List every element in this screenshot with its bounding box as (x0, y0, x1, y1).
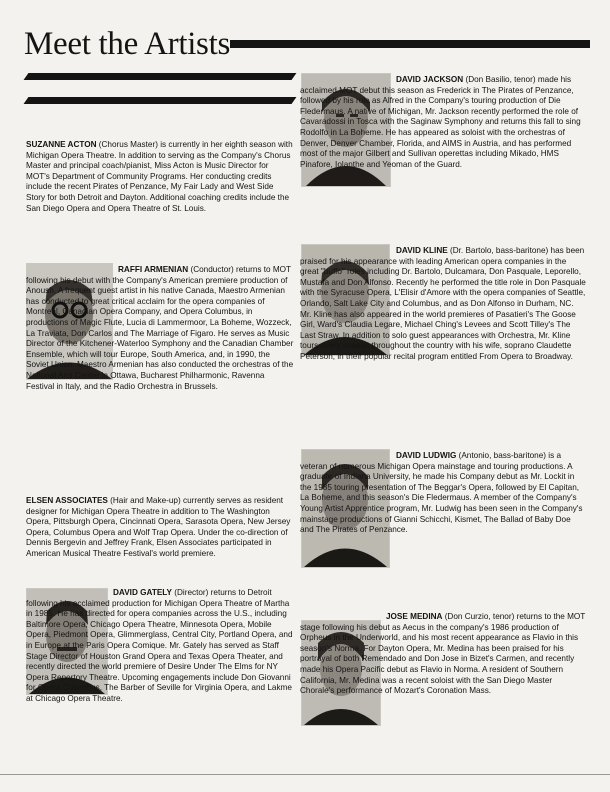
bio-name: DAVID LUDWIG (396, 451, 457, 460)
bio-david-jackson (300, 75, 586, 170)
decorative-stripe-bottom (24, 97, 297, 104)
bio-text: (Chorus Master) is currently in her eighth season with Michigan Opera Theatre. In addition to serving as the Company's Chorus Master and principal coach/pianist, Miss Acton is Music Director for MOT's Department of Community Programs. Her conducting credits include the recent Pirates of Penzance, My Fair Lady and West Side Story for both Detroit and Dayton. Additional coaching credits include the San Diego Opera and Opera Theatre of St. Louis. (26, 140, 293, 213)
bio-name: JOSE MEDINA (386, 612, 443, 621)
bio-text: (Hair and Make-up) currently serves as resident designer for Michigan Opera Theatre in addition to The Washington Opera, Pittsburgh Opera, Cincinnati Opera, Sarasota Opera, New Jersey Opera, Columbus Opera and Wolf Trap Opera. Under the co-direction of Dennis Bergevin and Jeffrey Frank, Elsen Associates participated in American Musical Theatre Festival's world premiere. (26, 496, 291, 558)
bio-elsen-associates (26, 496, 294, 560)
bio-david-gately (26, 588, 294, 705)
decorative-stripe-top (24, 73, 297, 80)
bio-name: DAVID JACKSON (396, 75, 464, 84)
bio-name: RAFFI ARMENIAN (118, 265, 189, 274)
bio-text: (Don Basilio, tenor) made his acclaimed MOT debut this season as Frederick in The Pirates of Penzance, followed by his role as Alfred in the Company's touring production of Die Fledermaus. A native of Michigan, Mr. Jackson recently performed the role of Cavaradossi in Tosca with the Saginaw Symphony and returns this fall to sing Rodolfo in La Boheme. He has appeared as soloist with the orchestras of Denver, Denver Chamber, Florida, and AIMS in Austria, and has performed most of the major Gilbert and Sullivan operettas including Mikado, HMS Pinafore, Iolanthe and Yeoman of the Guard. (300, 75, 581, 169)
bio-name: SUZANNE ACTON (26, 140, 97, 149)
page-title: Meet the Artists (24, 26, 231, 62)
bio-text: (Dr. Bartolo, bass-baritone) has been praised for his appearance with leading American opera companies in the great "buffo" roles including Dr. Bartolo, Dulcamara, Don Pasquale, Leporello, Mustafa and Don Alfonso. Recently he performed the title role in Don Pasquale with the Syracuse Opera, L'Elisir d'Amore with the opera companies of Seattle, Orlando, Salt Lake City and Columbus, and as Don Alfonso in Durham, NC. Mr. Kline has also appeared in the world premieres of Pasatieri's The Goose Girl, Ward's Claudia Legare, Michael Ching's Levees and Scott Tilley's The Last Straw. In addition to solo guest appearances with Orchestra, Mr. Kline tours every season throughout the country with his wife, soprano Claudette Peterson, in their popular recital program entitled From Opera to Broadway. (300, 246, 586, 361)
bio-jose-medina (300, 612, 586, 697)
bio-name: DAVID GATELY (113, 588, 172, 597)
bio-name: ELSEN ASSOCIATES (26, 496, 108, 505)
page-edge-rule (0, 774, 610, 775)
bio-text: (Director) returns to Detroit following his acclaimed production for Michigan Opera Theatre of Martha in 1985. He has directed for opera companies across the U.S., including Baltimore Opera, Chicago Opera Theatre, Minnesota Opera, Mobile Opera, Piedmont Opera, Glimmerglass, Central City, Portland Opera, and in Europe at the Paris Opera Comique. Mr. Gately has served as Staff Stage Director of Houston Grand Opera and Texas Opera Theater, and recently directed the world premiere of Desire Under The Elms for NY Opera Repertory Theatre. Upcoming engagements include Don Giovanni for Opera Columbus, The Barber of Seville for Virginia Opera, and Lakme at Chicago Opera Theatre. (26, 588, 293, 703)
bio-text: (Conductor) returns to MOT following his debut with the Company's American premiere production of Anoush. A frequent guest artist in his native Canada, Maestro Armenian has conducted to great critical acclaim for the opera companies of Montreal, Canadian Opera Company, and Opera Columbus, in productions of Magic Flute, Lucia di Lammermoor, La Boheme, Wozzeck, La Traviata, Don Carlos and The Marriage of Figaro. He serves as Music Director of the Kitchener-Waterloo Symphony and the Canadian Chamber Ensemble, which will tour Europe, South America, and, in 1990, the Soviet Union. Maestro Armenian has also conducted the orchestras of the National Arts Centre in Ottawa, Bucharest Philharmonic, Ravenna Festival in Italy, and the Radio Orchestra in Brussels. (26, 265, 294, 391)
bio-text: (Antonio, bass-baritone) is a veteran of numerous Michigan Opera mainstage and touring productions. A graduate of Indiana University, he made his Company debut as Mr. Lockit in the 1985 touring presentation of The Beggar's Opera, followed by El Capitan, La Boheme, and this season's Die Fledermaus. A member of the Company's Young Artist Apprentice program, Mr. Ludwig has been seen in the Company's mainstage productions of Gianni Schicchi, Kismet, The Ballad of Baby Doe and The Pirates of Penzance. (300, 451, 583, 535)
bio-david-ludwig (300, 451, 586, 536)
bio-name: DAVID KLINE (396, 246, 448, 255)
bio-david-kline (300, 246, 586, 363)
bio-text: (Don Curzio, tenor) returns to the MOT stage following his debut as Aecus in the company's 1986 production of Orpheus in the Underworld, and his most recent appearance as Flavio in this season's Norma. For Dayton Opera, Mr. Medina has been praised for his portrayal of both Remendado and Don Jose in Bizet's Carmen, and recently made his Opera Pacific debut as Flavio in Norma. A resident of Southern California, Mr. Medina was a recent soloist with the San Diego Master Chorale's performance of Mozart's Coronation Mass. (300, 612, 586, 696)
bio-raffi-armenian (26, 265, 294, 392)
title-rule (230, 40, 590, 48)
bio-suzanne-acton (26, 140, 294, 214)
